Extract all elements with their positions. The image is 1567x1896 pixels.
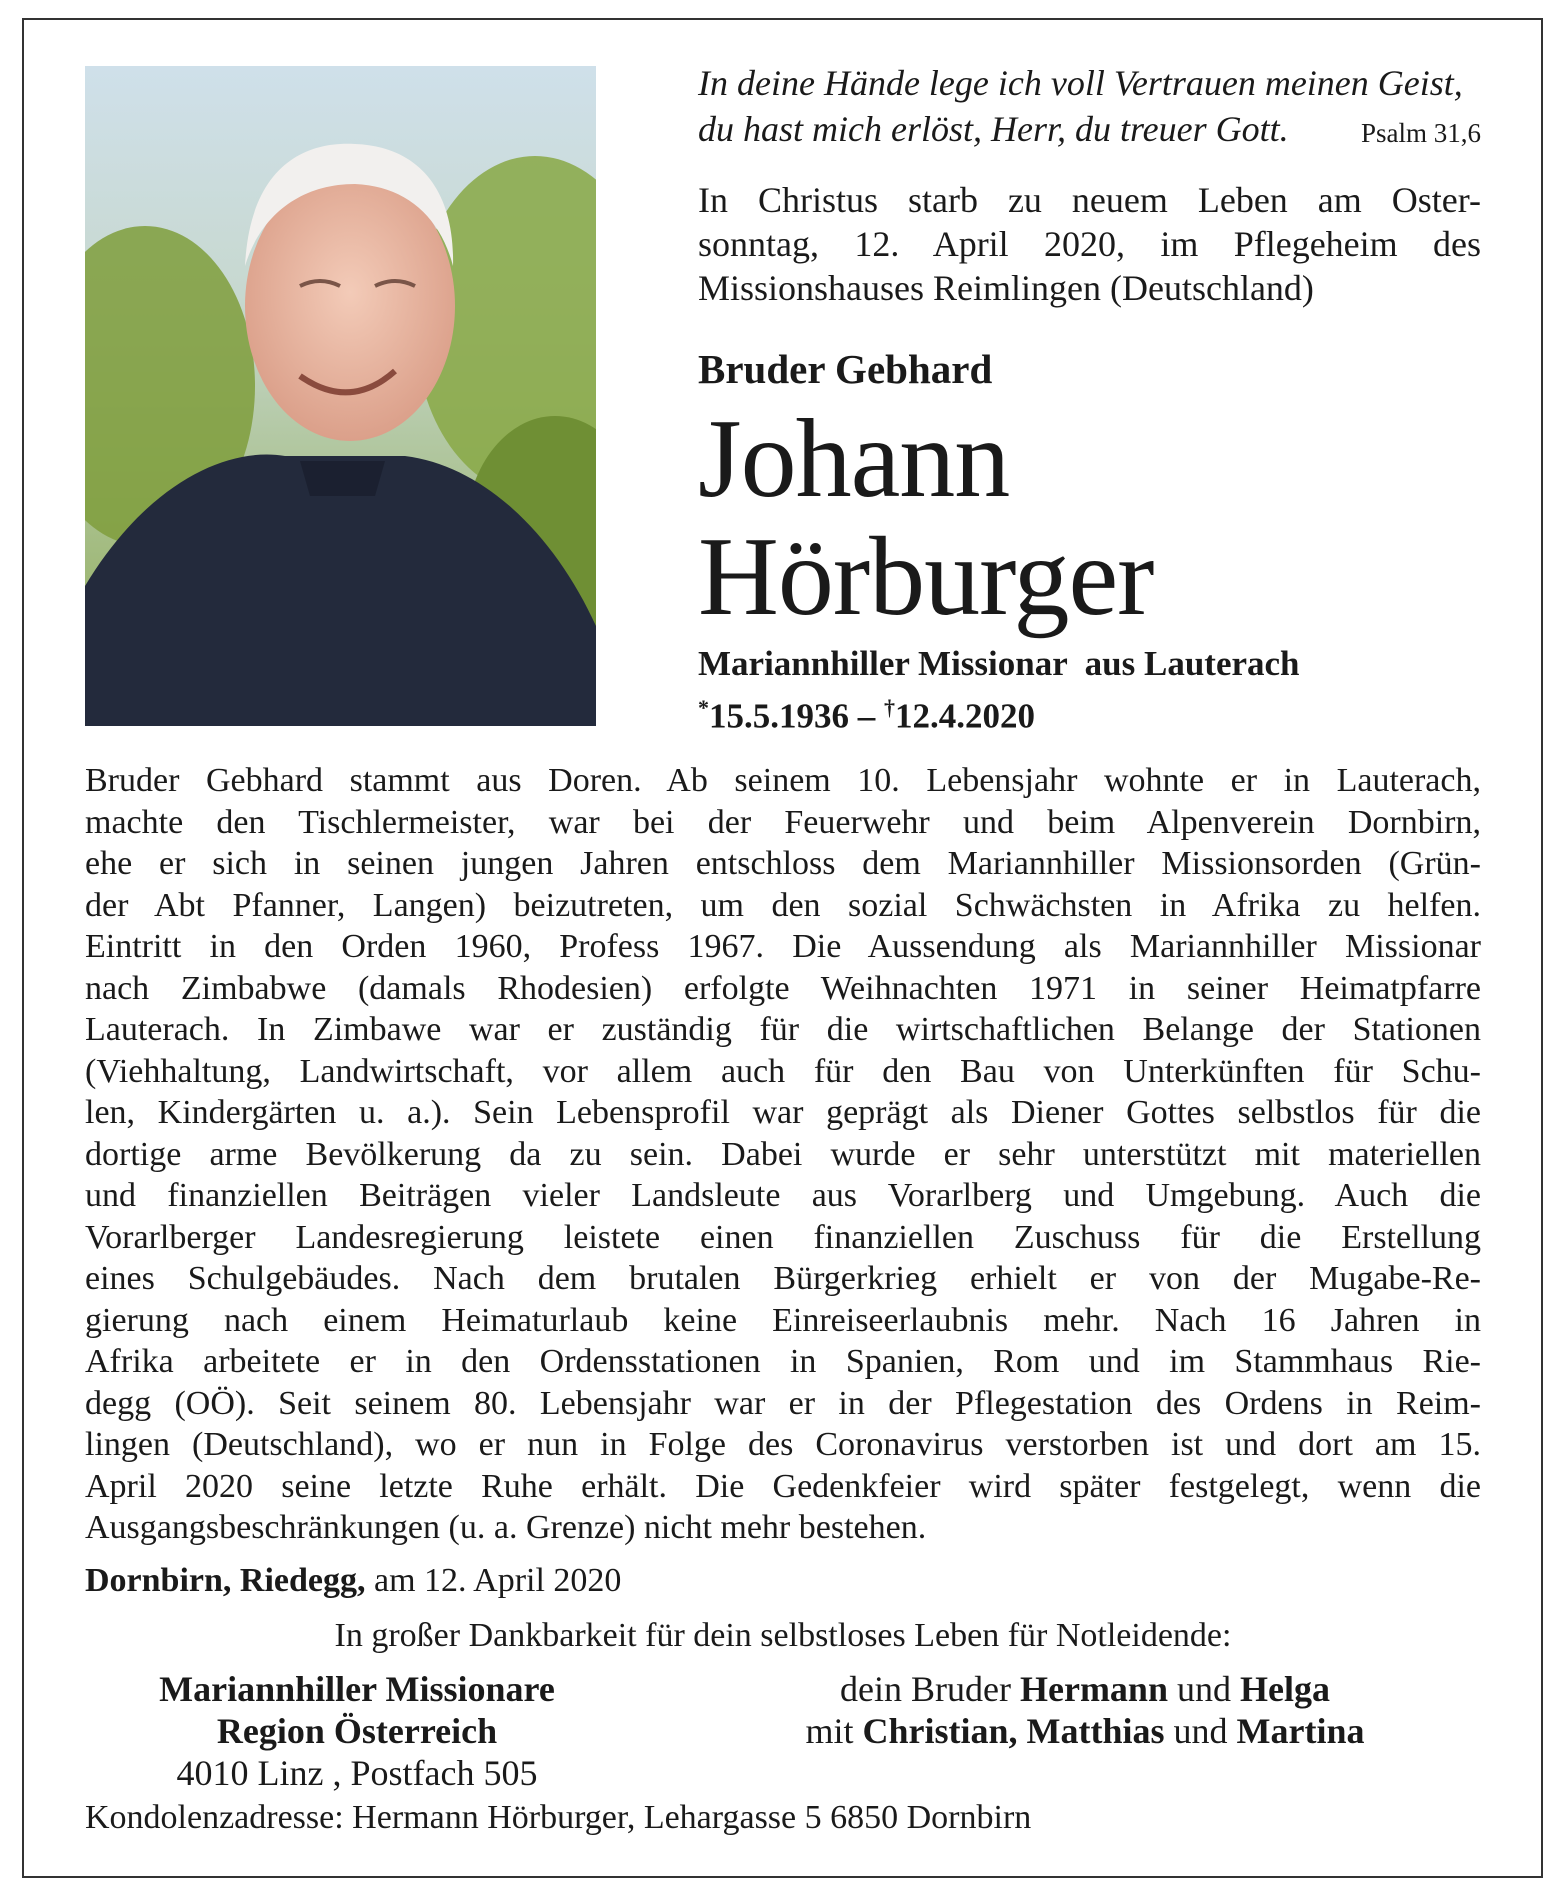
biography-line: machte den Tischlermeister, war bei der Feuerwehr und beim Alpenverein Dornbirn,	[85, 803, 1481, 841]
death-date: 12.4.2020	[895, 696, 1035, 736]
quote-line: du hast mich erlöst, Herr, du treuer Gott. Psalm 31,6	[698, 106, 1481, 152]
condolence-address: Kondolenzadresse: Hermann Hörburger, Lehargasse 5 6850 Dornbirn	[85, 1799, 1032, 1836]
biography-line: degg (OÖ). Seit seinem 80. Lebensjahr war er in der Pflegestation des Ordens in Reim-	[85, 1384, 1481, 1422]
place-date: Dornbirn, Riedegg, am 12. April 2020	[85, 1562, 622, 1599]
quote-reference: Psalm 31,6	[1360, 118, 1481, 148]
biography-line: len, Kindergärten u. a.). Sein Lebensprofil war geprägt als Diener Gottes selbstlos für die	[85, 1094, 1481, 1131]
biography-line: Eintritt in den Orden 1960, Profess 1967. Die Aussendung als Mariannhiller Missionar	[85, 928, 1481, 965]
birth-date: 15.5.1936	[709, 696, 849, 736]
deceased-name	[698, 397, 1481, 639]
thanks-line: In großer Dankbarkeit für dein selbstloses Leben für Notleidende:	[334, 1617, 1232, 1654]
mourners-right: dein Bruder Hermann und Helga mit Christian, Matthias und Martina	[805, 1669, 1365, 1751]
biography-text	[85, 760, 1481, 1549]
biography-line: und finanziellen Beiträgen vieler Landsleute aus Vorarlberg und Umgebung. Auch die	[85, 1177, 1481, 1214]
intro-line: sonntag, 12. April 2020, im Pflegeheim des	[698, 224, 1481, 264]
biography-line: der Abt Pfanner, Langen) beizutreten, um den sozial Schwächsten in Afrika zu helfen.	[85, 886, 1481, 924]
biography-line: dortige arme Bevölkerung da zu sein. Dabei wurde er sehr unterstützt mit materiellen	[85, 1135, 1481, 1173]
life-dates: *15.5.1936 – †12.4.2020	[698, 695, 1035, 736]
deceased-title: Bruder Gebhard	[698, 346, 993, 392]
intro-line: In Christus starb zu neuem Leben am Oster-	[698, 180, 1481, 220]
biography-line: Vorarlberger Landesregierung leistete einen finanziellen Zuschuss für die Erstellung	[85, 1218, 1481, 1256]
deceased-description: Mariannhiller Missionar aus Lauterach	[698, 644, 1300, 683]
biography-line: gierung nach einem Heimaturlaub keine Einreiseerlaubnis mehr. Nach 16 Jahren in	[85, 1301, 1481, 1339]
intro-line: Missionshauses Reimlingen (Deutschland)	[698, 268, 1314, 308]
biography-line: Bruder Gebhard stammt aus Doren. Ab seinem 10. Lebensjahr wohnte er in Lauterach,	[85, 762, 1481, 799]
biography-line: Lauterach. In Zimbawe war er zuständig für die wirtschaftlichen Belange der Stationen	[85, 1011, 1481, 1048]
bible-quote	[698, 60, 1481, 156]
biography-line: nach Zimbabwe (damals Rhodesien) erfolgte Weihnachten 1971 in seiner Heimatpfarre	[85, 969, 1481, 1007]
deceased-details	[698, 642, 1481, 739]
mourners-left: Mariannhiller Missionare Region Österreich 4010 Linz , Postfach 505	[159, 1669, 555, 1793]
biography-line: Ausgangsbeschränkungen (u. a. Grenze) nicht mehr bestehen.	[85, 1509, 927, 1546]
biography-line: ehe er sich in seinen jungen Jahren entschloss dem Mariannhiller Missionsorden (Grün-	[85, 845, 1481, 882]
biography-line: Afrika arbeitete er in den Ordensstationen in Spanien, Rom und im Stammhaus Rie-	[85, 1343, 1481, 1380]
intro-text	[698, 178, 1481, 310]
biography-line: April 2020 seine letzte Ruhe erhält. Die Gedenkfeier wird später festgelegt, wenn die	[85, 1467, 1481, 1505]
biography-line: eines Schulgebäudes. Nach dem brutalen Bürgerkrieg erhielt er von der Mugabe-Re-	[85, 1260, 1481, 1297]
portrait-photo	[85, 66, 596, 726]
quote-line: In deine Hände lege ich voll Vertrauen meinen Geist,	[698, 63, 1463, 103]
biography-line: lingen (Deutschland), wo er nun in Folge des Coronavirus verstorben ist und dort am 15.	[85, 1426, 1481, 1463]
first-name: Johann	[698, 397, 1010, 521]
last-name: Hörburger	[698, 515, 1154, 639]
biography-line: (Viehhaltung, Landwirtschaft, vor allem auch für den Bau von Unterkünften für Schu-	[85, 1052, 1481, 1090]
